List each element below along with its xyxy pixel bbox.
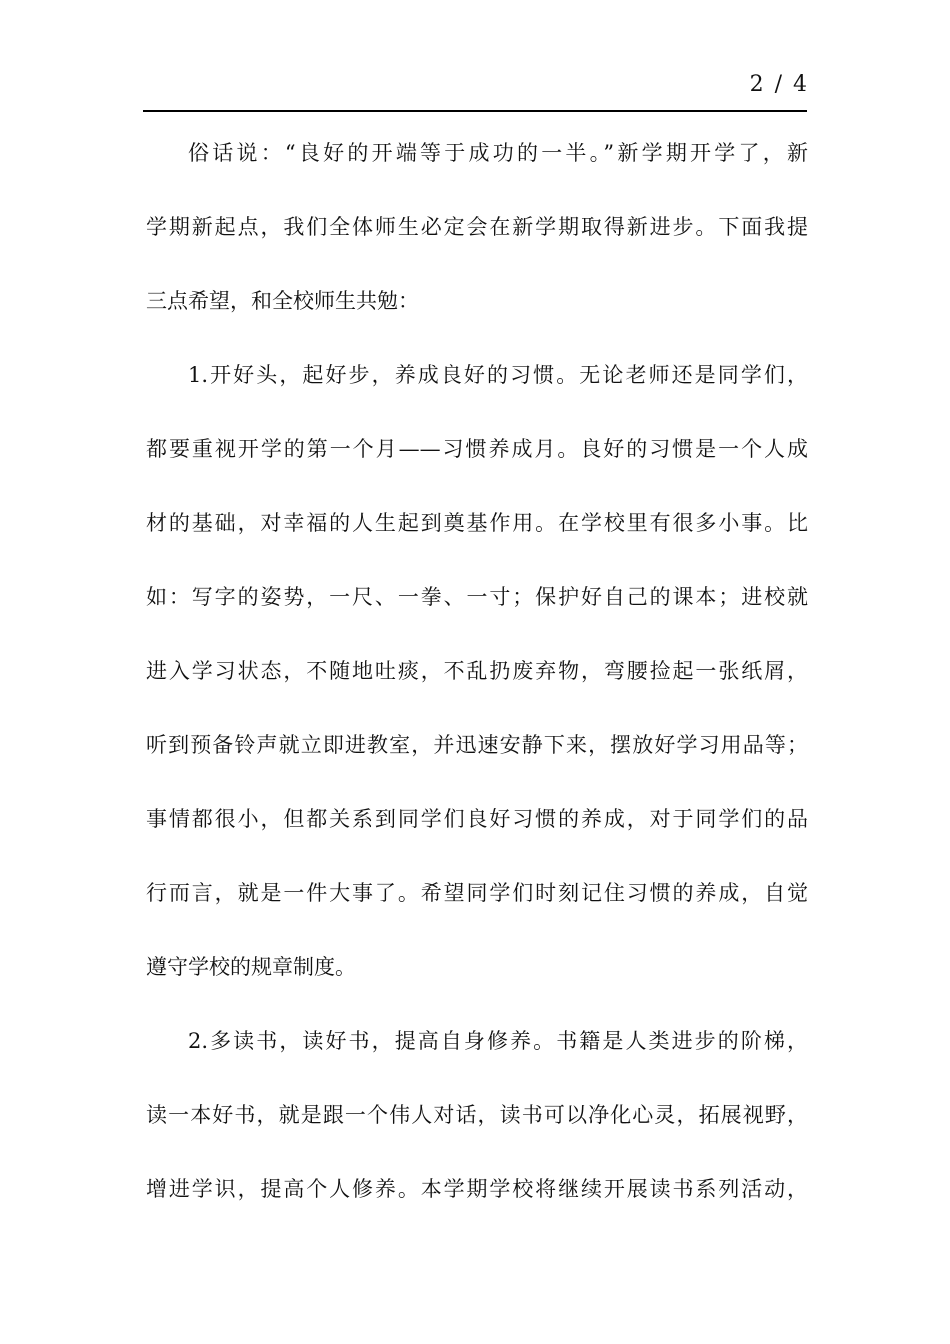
- paragraph-line: 进入学习状态，不随地吐痰，不乱扔废弃物，弯腰捡起一张纸屑，: [146, 659, 808, 683]
- paragraph-line: 事情都很小，但都关系到同学们良好习惯的养成，对于同学们的品: [146, 807, 808, 831]
- paragraph-line: 听到预备铃声就立即进教室，并迅速安静下来，摆放好学习用品等；: [146, 733, 808, 757]
- paragraph-line: 增进学识，提高个人修养。本学期学校将继续开展读书系列活动，: [146, 1177, 808, 1201]
- paragraph-line: 1.开好头，起好步，养成良好的习惯。无论老师还是同学们，: [188, 363, 808, 387]
- paragraph-line: 俗话说：“良好的开端等于成功的一半。”新学期开学了，新: [188, 141, 808, 165]
- header-divider: [143, 110, 807, 112]
- paragraph-line: 如：写字的姿势，一尺、一拳、一寸；保护好自己的课本；进校就: [146, 585, 808, 609]
- paragraph-line: 三点希望，和全校师生共勉：: [146, 289, 419, 313]
- document-body: [146, 116, 808, 1226]
- paragraph-line: 都要重视开学的第一个月——习惯养成月。良好的习惯是一个人成: [146, 437, 808, 461]
- paragraph-line: 读一本好书，就是跟一个伟人对话，读书可以净化心灵，拓展视野，: [146, 1103, 808, 1127]
- paragraph-line: 材的基础，对幸福的人生起到奠基作用。在学校里有很多小事。比: [146, 511, 808, 535]
- paragraph-line: 遵守学校的规章制度。: [146, 955, 356, 979]
- paragraph-line: 2.多读书，读好书，提高自身修养。书籍是人类进步的阶梯，: [188, 1029, 808, 1053]
- page-number: 2 / 4: [749, 72, 809, 97]
- paragraph-line: 学期新起点，我们全体师生必定会在新学期取得新进步。下面我提: [146, 215, 808, 239]
- paragraph-line: 行而言，就是一件大事了。希望同学们时刻记住习惯的养成，自觉: [146, 881, 808, 905]
